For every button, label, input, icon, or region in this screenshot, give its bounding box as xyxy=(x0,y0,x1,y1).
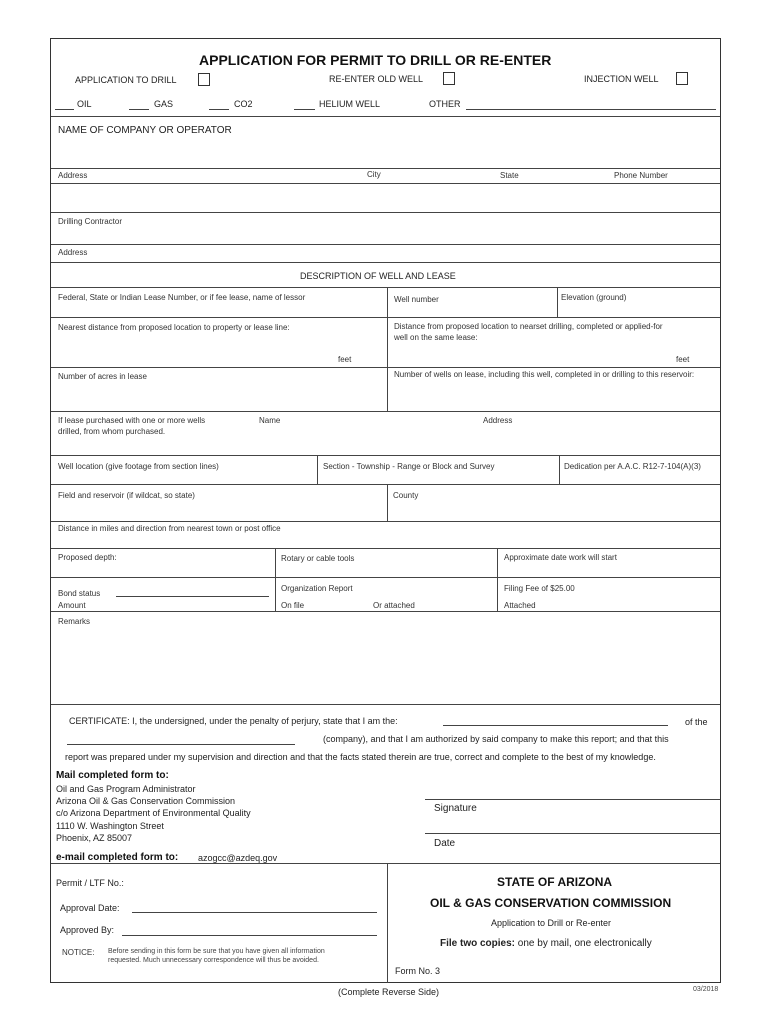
well-location-label: Well location (give footage from section lines) xyxy=(58,462,219,471)
rule xyxy=(51,262,720,263)
rule xyxy=(51,521,720,522)
bond-status-label: Bond status xyxy=(58,589,101,598)
application-to-drill-checkbox[interactable] xyxy=(198,73,210,86)
permit-form xyxy=(50,38,721,983)
mail-line: Phoenix, AZ 85007 xyxy=(56,833,133,843)
reenter-checkbox[interactable] xyxy=(443,72,455,85)
seller-name-label: Name xyxy=(259,416,281,425)
filing-fee-label: Filing Fee of $25.00 xyxy=(504,584,575,593)
date-line xyxy=(425,833,720,834)
or-attached-label: Or attached xyxy=(373,601,415,610)
rule xyxy=(51,863,720,864)
phone-label: Phone Number xyxy=(614,171,668,180)
helium-well-label: HELIUM WELL xyxy=(319,99,381,109)
mail-line: Arizona Oil & Gas Conservation Commission xyxy=(56,796,236,806)
proposed-depth-label: Proposed depth: xyxy=(58,553,117,562)
certificate-line-1: CERTIFICATE: I, the undersigned, under the penalty of perjury, state that I am the: xyxy=(69,716,398,726)
divider xyxy=(559,455,560,484)
divider xyxy=(557,287,558,317)
email-address[interactable]: azogcc@azdeq.gov xyxy=(198,853,278,863)
acres-label: Number of acres in lease xyxy=(58,372,147,381)
purchased-label-2: drilled, from whom purchased. xyxy=(58,427,166,436)
signature-label: Signature xyxy=(434,803,477,814)
rule xyxy=(51,317,720,318)
divider xyxy=(387,863,388,983)
notice-text-2: requested. Much unnecessary correspondence will thus be avoided. xyxy=(108,957,319,964)
notice-text: Before sending in this form be sure that you have given all information xyxy=(108,948,325,955)
commission-name: OIL & GAS CONSERVATION COMMISSION xyxy=(430,896,672,910)
rule xyxy=(51,704,720,705)
rule xyxy=(51,116,720,117)
section-township-label: Section - Township - Range or Block and Survey xyxy=(323,462,495,471)
form-subtitle: Application to Drill or Re-enter xyxy=(491,918,612,928)
approx-date-label: Approximate date work will start xyxy=(504,553,617,562)
co2-blank[interactable] xyxy=(209,109,229,110)
rule xyxy=(51,548,720,549)
gas-blank[interactable] xyxy=(129,109,149,110)
application-to-drill-label: APPLICATION TO DRILL xyxy=(75,75,177,85)
file-copies-note xyxy=(440,938,652,949)
certificate-line-2: (company), and that I am authorized by said company to make this report; and that this xyxy=(323,734,669,744)
oil-label: OIL xyxy=(77,99,92,109)
certificate-company-blank[interactable] xyxy=(67,744,295,745)
approved-by-label: Approved By: xyxy=(60,925,115,935)
company-name-label: NAME OF COMPANY OR OPERATOR xyxy=(58,125,232,136)
contractor-address-label: Address xyxy=(58,248,88,257)
dedication-label: Dedication per A.A.C. R12-7-104(A)(3) xyxy=(564,462,701,471)
state-label: State xyxy=(500,171,519,180)
divider xyxy=(317,455,318,484)
certificate-title-blank[interactable] xyxy=(443,725,668,726)
helium-blank[interactable] xyxy=(294,109,315,110)
distance-to-well-label-2: well on the same lease: xyxy=(394,333,478,342)
file-copies-rest: one by mail, one electronically xyxy=(515,938,652,949)
injection-well-checkbox[interactable] xyxy=(676,72,688,85)
well-number-label: Well number xyxy=(394,295,439,304)
mail-line: c/o Arizona Department of Environmental Quality xyxy=(56,808,251,818)
divider xyxy=(387,287,388,411)
rule xyxy=(51,287,720,288)
mail-line: Oil and Gas Program Administrator xyxy=(56,784,196,794)
lease-section-title: DESCRIPTION OF WELL AND LEASE xyxy=(300,271,456,281)
rule xyxy=(51,455,720,456)
wells-on-lease-label: Number of wells on lease, including this well, completed in or drilling to this reservoir: xyxy=(394,370,695,379)
feet-unit-2: feet xyxy=(676,355,690,364)
rule xyxy=(51,611,720,612)
seller-address-label: Address xyxy=(483,416,513,425)
city-label: City xyxy=(367,170,381,179)
email-label: e-mail completed form to: xyxy=(56,852,179,863)
rule xyxy=(51,411,720,412)
field-reservoir-label: Field and reservoir (if wildcat, so state) xyxy=(58,491,195,500)
divider xyxy=(275,548,276,611)
gas-label: GAS xyxy=(154,99,174,109)
distance-town-label: Distance in miles and direction from nearest town or post office xyxy=(58,524,281,533)
mail-line: 1110 W. Washington Street xyxy=(56,821,164,831)
divider xyxy=(387,484,388,521)
remarks-label: Remarks xyxy=(58,617,91,626)
elevation-label: Elevation (ground) xyxy=(561,293,627,302)
drilling-contractor-label: Drilling Contractor xyxy=(58,217,123,226)
rule xyxy=(51,577,720,578)
purchased-label: If lease purchased with one or more wells xyxy=(58,416,206,425)
injection-well-label: INJECTION WELL xyxy=(584,74,659,84)
revision-date: 03/2018 xyxy=(693,986,719,993)
rule xyxy=(51,367,720,368)
rule xyxy=(51,484,720,485)
other-label: OTHER xyxy=(429,99,461,109)
mail-heading: Mail completed form to: xyxy=(56,770,169,781)
notice-label: NOTICE: xyxy=(62,948,95,957)
signature-line xyxy=(425,799,720,800)
form-title: APPLICATION FOR PERMIT TO DRILL OR RE-ENTER xyxy=(199,52,552,68)
approval-date-label: Approval Date: xyxy=(60,903,120,913)
file-copies-bold: File two copies: xyxy=(440,938,516,949)
org-report-label: Organization Report xyxy=(281,584,353,593)
reenter-label: RE-ENTER OLD WELL xyxy=(329,74,424,84)
certificate-line-3: report was prepared under my supervision and direction and that the facts stated therein are true, correct and complete to the best of my knowledge. xyxy=(65,752,656,762)
rule xyxy=(51,183,720,184)
rule xyxy=(51,212,720,213)
approval-date-blank[interactable] xyxy=(132,912,377,913)
divider xyxy=(497,548,498,611)
other-blank[interactable] xyxy=(466,109,716,110)
date-label: Date xyxy=(434,838,456,849)
form-number: Form No. 3 xyxy=(395,966,441,976)
on-file-label: On file xyxy=(281,601,305,610)
rule xyxy=(51,168,720,169)
feet-unit: feet xyxy=(338,355,352,364)
attached-label: Attached xyxy=(504,601,536,610)
certificate-of-the: of the xyxy=(685,717,708,727)
complete-reverse-note: (Complete Reverse Side) xyxy=(338,987,440,997)
nearest-distance-label: Nearest distance from proposed location to property or lease line: xyxy=(58,323,290,332)
rotary-label: Rotary or cable tools xyxy=(281,554,355,563)
distance-to-well-label: Distance from proposed location to nearset drilling, completed or applied-for xyxy=(394,322,663,331)
lessor-label: Federal, State or Indian Lease Number, or if fee lease, name of lessor xyxy=(58,293,306,302)
bond-status-blank[interactable] xyxy=(116,596,269,597)
oil-blank[interactable] xyxy=(55,109,74,110)
county-label: County xyxy=(393,491,419,500)
permit-no-label: Permit / LTF No.: xyxy=(56,878,124,888)
state-of-arizona: STATE OF ARIZONA xyxy=(497,875,613,889)
rule xyxy=(51,244,720,245)
amount-label: Amount xyxy=(58,601,86,610)
address-label: Address xyxy=(58,171,88,180)
co2-label: CO2 xyxy=(234,99,253,109)
approved-by-blank[interactable] xyxy=(122,935,377,936)
